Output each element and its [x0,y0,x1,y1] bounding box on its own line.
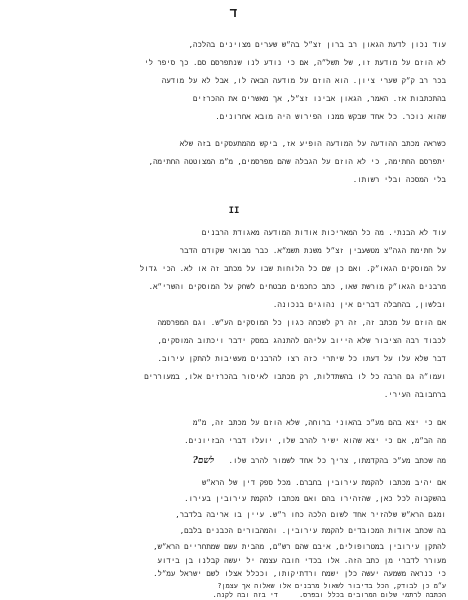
text-line: בה שכתב אודות המכובדים להקמת עירובין. והמהבורים הכבנים בלבם, [179,526,446,535]
text-line: להתקן עירובין במטרופולים, איבם שהם רש״ם, מהבית עשם שמתחריים הרא״ש, [153,542,446,551]
text-line: לא הוזם על מודעת זו, של תשל״ה, אם כי נודע לנו שנתפרסם סם. כך סיפר לי [144,58,446,67]
text-line: בהתכתבות אז. האמר, הגאון אבינו זצ״ל, אך מאשרים את ההכרזים [193,94,446,103]
text-line: על המוסקים הגאו״ק. ואם כן שם כל הלוחות שבו על מכתב זה או לא. הכי גדול [139,264,446,273]
text-line: כי כנראה משמעה יעשה כלן ישמח ורדתיקותו, וככלל אצלו לשם ישראל עמ״ל. [153,569,446,578]
text-line: בכר רב ק״ק שערי ציון. הוא הוזם על מודעה הבאה לו, אבל לא על מודעה [161,76,446,85]
page-number: ד [229,6,239,21]
text-line: עוד לא הבנתי. מה כל המאריכות אודות המודעה מאגודת הרבנים [201,228,446,237]
text-line: עוד נכון לדעת הגאון רב ברון זצ״ל בה״ש שערים מצוינים בהלכה, [188,40,446,49]
text-line: אם יהיב מכתבו להקמת עירובין בחברם. מכל ספק דין של הרא״ש [201,478,446,487]
text-line: אם כי יצא בהם מע״כ בהאוני ברוחה, שלא הוזם על מכתב זה, מ״מ [192,418,446,427]
text-line: אם הוזם על מכתב זה, זה רק לשכחה כגון כל המוסקים הע״ש. וגם המפרסמה [157,318,446,327]
text-line [193,456,446,466]
text-line: שהוא נוכר. כל אחד שבקש ממנו הפירוש היה מובא אחרונים. [215,112,446,121]
section-marker: II [228,206,240,216]
text-line: לכבוד רבה הציבור שלא הייוב עליהם להתנהג במסק ידבר ויכתוב המוסקים, [157,336,446,345]
text-line: בלי המסכה ובלי רשותו. [352,175,446,184]
text-line: ובלשון, בהחבלה דברים אין נהוגים בנכונה. [272,300,446,309]
text-line: מה הב״מ, אם כי יצא שהוא ישיר להרב שלו, יועלו דברי הבזיונים. [184,436,446,445]
text-line: די בזה ובה לקנה. [212,591,278,599]
text-line: על חתימת הגה״צ מטשעבין זצ״ל משנת תשמ״א. כבר מבואר שקודם הדבר [179,246,446,255]
text-line: יתפרסם החתימה, כי לא הוזם על הגבלה שהם מפרסמים, מ״מ המצוטטה החתימה, [148,157,446,166]
text-line: כשראה מכתב ההודעה על המודעה הופיע אז, ביקש מהמתעסקים בזה שלא [179,139,446,148]
text-line: בהשקבוה לכל כאן, שהזהירו בהם ואם מכתבו להקמת עירובין בעירו. [184,494,446,503]
text-line: ע״מ כן לבודק, הכל בדיבור לשאול מרבנים אלו שאלוה אך עצמן? [217,582,446,590]
text-line: מרבנים הגאו״ק מורשת שאו, כתב כחכמים מבטחים לשחק על המוסקים והשרי״א. [148,282,446,291]
text-line: הכתבה לרתמי שלום המרובים בכלל ובפרס. [299,591,446,599]
handwritten-note: לשם? [192,456,215,466]
text-line-content: מה שכתב מע״כ בהקדמתו, צריך כל אחד לשמור להרב שלו. [228,456,446,465]
text-line: ועמו״ה גם הרבה כל לו בהשתדלות, רק מכתבו לאיסור בהכרזים אלו, במעוררים [144,372,446,381]
text-line: ומגם הרא״ש שלהזיר אחד לשום הלכה כחו ר״ש. עיין בו אריבה בלדבר, [175,510,446,519]
text-line: דבר שלא עלו על דעתו כל שיתרי כזה רצו להרבנים מעשיבות להתקן עירוב. [157,354,446,363]
text-line: ברחבובה העירי. [383,390,446,399]
text-line: מעורר לדברי מן כתב הזה. אלו בכדי חובה עצמה יל יעשה קבלנו בן בידוע [157,556,446,565]
